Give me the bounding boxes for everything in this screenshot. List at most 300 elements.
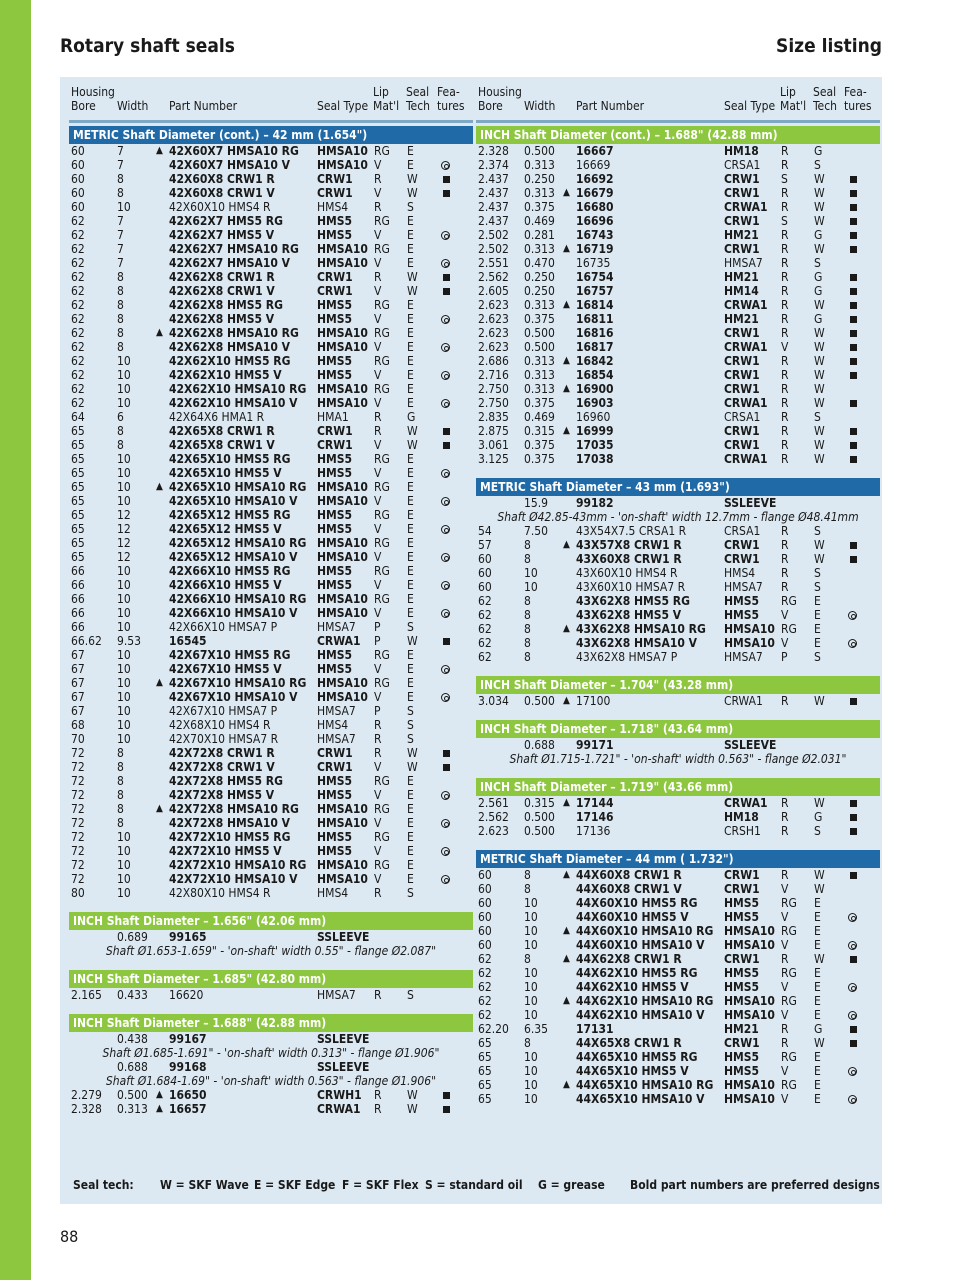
legend-bold-note: Bold part numbers are preferred designs	[630, 1178, 880, 1192]
table-row	[476, 952, 880, 966]
table-row	[476, 938, 880, 952]
seal-type-cell: HMSA10	[724, 1078, 775, 1092]
header-part-number: Part Number	[169, 99, 238, 113]
bore-cell: 65	[71, 536, 85, 550]
page-title: Rotary shaft seals	[60, 35, 235, 57]
bore-cell: 62	[71, 242, 85, 256]
bore-cell: 65	[71, 452, 85, 466]
part-number-cell: 44X65X10 HMS5 V	[576, 1064, 689, 1078]
table-row	[69, 452, 473, 466]
table-row	[476, 396, 880, 410]
lip-material-cell: RG	[781, 896, 797, 910]
bore-cell: 62	[71, 284, 85, 298]
seal-type-cell: CRSA1	[724, 410, 761, 424]
part-number-cell: 42X68X10 HMS4 R	[169, 718, 271, 732]
bore-cell: 62	[478, 650, 492, 664]
table-row	[69, 368, 473, 382]
table-row	[476, 966, 880, 980]
new-product-triangle-icon: ▲	[563, 299, 570, 310]
seal-tech-cell: W	[814, 382, 825, 396]
part-number-cell: 16814	[576, 298, 614, 312]
table-row	[476, 994, 880, 1008]
seal-tech-cell: W	[814, 214, 825, 228]
bore-cell: 60	[71, 158, 85, 172]
lip-material-cell: RG	[781, 924, 797, 938]
lip-material-cell: RG	[374, 298, 390, 312]
seal-tech-cell: E	[407, 298, 414, 312]
width-cell: 8	[524, 608, 531, 622]
seal-type-cell: CRW1	[724, 186, 760, 200]
part-number-cell: 17131	[576, 1022, 614, 1036]
lip-material-cell: V	[374, 438, 382, 452]
width-cell: 12	[117, 550, 131, 564]
table-row	[69, 228, 473, 242]
seal-tech-cell: W	[407, 1102, 418, 1116]
part-number-cell: 42X65X10 HMSA10 RG	[169, 480, 307, 494]
seal-tech-cell: E	[814, 1078, 821, 1092]
part-number-cell: 16680	[576, 200, 614, 214]
bore-cell: 2.686	[478, 354, 509, 368]
bore-cell: 60	[478, 938, 492, 952]
lip-material-cell: V	[374, 578, 382, 592]
seal-tech-cell: E	[407, 326, 414, 340]
section-gap	[476, 838, 880, 846]
section-heading: METRIC Shaft Diameter – 44 mm ( 1.732")	[476, 850, 880, 868]
width-cell: 10	[524, 1008, 538, 1022]
part-number-cell: 42X66X10 HMSA10 V	[169, 606, 298, 620]
header-seal: Seal	[813, 85, 837, 99]
lip-material-cell: V	[781, 882, 789, 896]
lip-material-cell: R	[374, 1102, 382, 1116]
bore-cell: 62	[71, 354, 85, 368]
lip-material-cell: V	[374, 550, 382, 564]
part-number-cell: 42X72X8 CRW1 R	[169, 746, 275, 760]
lip-material-cell: R	[781, 410, 789, 424]
sleeve-note: Shaft Ø42.85-43mm - 'on-shaft' width 12.7mm - flange Ø48.41mm	[497, 510, 859, 524]
seal-tech-cell: S	[407, 620, 414, 634]
width-cell: 7	[117, 144, 124, 158]
bore-cell: 2.437	[478, 186, 509, 200]
width-cell: 8	[117, 172, 124, 186]
legend-oil: S = standard oil	[425, 1178, 523, 1192]
bore-cell: 65	[478, 1036, 492, 1050]
seal-tech-cell: S	[814, 824, 821, 838]
width-cell: 0.375	[524, 312, 555, 326]
part-number-cell: 16696	[576, 214, 614, 228]
lip-material-cell: R	[781, 256, 789, 270]
seal-type-cell: HMS5	[317, 354, 353, 368]
table-row	[69, 634, 473, 648]
part-number-cell: 42X65X10 HMSA10 V	[169, 494, 298, 508]
seal-type-cell: CRWA1	[317, 634, 361, 648]
bore-cell: 62	[71, 326, 85, 340]
part-number-cell: 42X67X10 HMSA10 V	[169, 690, 298, 704]
width-cell: 0.500	[117, 1088, 148, 1102]
bore-cell: 60	[478, 882, 492, 896]
lip-material-cell: R	[374, 410, 382, 424]
lip-material-cell: V	[781, 636, 789, 650]
part-number-cell: 42X65X12 HMS5 RG	[169, 508, 291, 522]
width-cell: 7	[117, 242, 124, 256]
part-number-cell: 42X66X10 HMS5 RG	[169, 564, 291, 578]
table-row	[476, 552, 880, 566]
lip-material-cell: R	[781, 424, 789, 438]
table-row	[69, 354, 473, 368]
bore-cell: 3.061	[478, 438, 509, 452]
seal-tech-cell: E	[407, 354, 414, 368]
part-number-cell: 16960	[576, 410, 611, 424]
width-cell: 8	[524, 636, 531, 650]
width-cell: 0.688	[524, 738, 555, 752]
table-row	[476, 924, 880, 938]
seal-tech-cell: S	[407, 200, 414, 214]
bore-cell: 65	[71, 438, 85, 452]
seal-tech-cell: E	[407, 312, 414, 326]
table-row	[69, 746, 473, 760]
width-cell: 10	[117, 662, 131, 676]
table-row	[69, 662, 473, 676]
seal-tech-cell: E	[814, 924, 821, 938]
table-row	[476, 172, 880, 186]
bore-cell: 67	[71, 662, 85, 676]
lip-material-cell: R	[781, 326, 789, 340]
lip-material-cell: V	[374, 816, 382, 830]
lip-material-cell: V	[374, 844, 382, 858]
seal-type-cell: HMSA10	[724, 622, 775, 636]
bore-cell: 2.502	[478, 228, 509, 242]
lip-material-cell: RG	[374, 858, 390, 872]
seal-tech-cell: W	[814, 424, 825, 438]
seal-type-cell: HMSA10	[317, 144, 368, 158]
table-row	[69, 550, 473, 564]
left-column	[69, 77, 473, 1116]
seal-type-cell: HMS5	[724, 1050, 760, 1064]
width-cell: 10	[524, 1092, 538, 1106]
part-number-cell: 42X62X10 HMS5 RG	[169, 354, 291, 368]
part-number-cell: 99168	[169, 1060, 207, 1074]
seal-tech-cell: E	[407, 242, 414, 256]
bore-cell: 2.437	[478, 200, 509, 214]
width-cell: 8	[117, 298, 124, 312]
seal-type-cell: HMSA7	[724, 256, 763, 270]
table-row	[69, 676, 473, 690]
table-row	[476, 882, 880, 896]
lip-material-cell: R	[781, 270, 789, 284]
bore-cell: 66	[71, 620, 85, 634]
lip-material-cell: R	[374, 988, 382, 1002]
seal-tech-cell: S	[814, 410, 821, 424]
part-number-cell: 42X64X6 HMA1 R	[169, 410, 265, 424]
table-row	[476, 326, 880, 340]
width-cell: 8	[117, 760, 124, 774]
width-cell: 10	[117, 480, 131, 494]
width-cell: 0.313	[524, 158, 555, 172]
seal-tech-cell: W	[407, 760, 418, 774]
new-product-triangle-icon: ▲	[563, 243, 570, 254]
bore-cell: 62	[478, 980, 492, 994]
seal-type-cell: CRWA1	[724, 796, 768, 810]
width-cell: 0.438	[117, 1032, 148, 1046]
table-row	[476, 496, 880, 510]
seal-type-cell: HMSA10	[317, 396, 368, 410]
seal-tech-cell: E	[407, 382, 414, 396]
seal-tech-cell: G	[814, 1022, 823, 1036]
seal-type-cell: HM21	[724, 1022, 759, 1036]
lip-material-cell: S	[781, 214, 788, 228]
bore-cell: 2.562	[478, 270, 509, 284]
new-product-triangle-icon: ▲	[156, 803, 163, 814]
sleeve-note: Shaft Ø1.653-1.659" - 'on-shaft' width 0.55" - flange Ø2.087"	[105, 944, 437, 958]
seal-type-cell: CRW1	[724, 538, 760, 552]
seal-type-cell: CRWA1	[724, 452, 768, 466]
part-number-cell: 44X62X10 HMSA10 RG	[576, 994, 714, 1008]
seal-tech-cell: E	[407, 830, 414, 844]
bore-cell: 72	[71, 774, 85, 788]
seal-tech-cell: E	[407, 578, 414, 592]
table-row	[69, 284, 473, 298]
part-number-cell: 42X62X7 HMSA10 V	[169, 256, 291, 270]
table-row	[476, 242, 880, 256]
part-number-cell: 44X60X8 CRW1 V	[576, 882, 682, 896]
width-cell: 0.375	[524, 396, 555, 410]
lip-material-cell: RG	[374, 564, 390, 578]
seal-type-cell: CRW1	[724, 172, 760, 186]
bore-cell: 72	[71, 760, 85, 774]
part-number-cell: 16999	[576, 424, 614, 438]
bore-cell: 2.605	[478, 284, 509, 298]
seal-type-cell: CRW1	[317, 270, 353, 284]
table-row	[69, 424, 473, 438]
part-number-cell: 16620	[169, 988, 204, 1002]
seal-type-cell: HMS5	[317, 564, 353, 578]
new-product-triangle-icon: ▲	[156, 677, 163, 688]
section-heading: INCH Shaft Diameter – 1.704" (43.28 mm)	[476, 676, 880, 694]
seal-tech-cell: G	[814, 312, 823, 326]
seal-tech-cell: W	[814, 200, 825, 214]
table-row	[69, 886, 473, 900]
width-cell: 10	[117, 578, 131, 592]
seal-tech-cell: E	[407, 368, 414, 382]
width-cell: 0.500	[524, 326, 555, 340]
seal-type-cell: HMSA10	[724, 994, 775, 1008]
width-cell: 10	[117, 200, 131, 214]
table-row	[476, 594, 880, 608]
part-number-cell: 42X65X12 HMSA10 RG	[169, 536, 307, 550]
part-number-cell: 16816	[576, 326, 614, 340]
seal-type-cell: HMSA10	[317, 872, 368, 886]
bore-cell: 68	[71, 718, 85, 732]
width-cell: 8	[524, 622, 531, 636]
width-cell: 15.9	[524, 496, 549, 510]
table-row	[69, 396, 473, 410]
width-cell: 10	[524, 566, 538, 580]
header-lip: Lip	[780, 85, 796, 99]
lip-material-cell: V	[374, 228, 382, 242]
new-product-triangle-icon: ▲	[563, 425, 570, 436]
part-number-cell: 42X65X8 CRW1 R	[169, 424, 275, 438]
part-number-cell: 16757	[576, 284, 614, 298]
seal-type-cell: CRW1	[724, 424, 760, 438]
part-number-cell: 42X66X10 HMS5 V	[169, 578, 282, 592]
width-cell: 10	[117, 830, 131, 844]
lip-material-cell: R	[781, 824, 789, 838]
seal-type-cell: HMSA10	[724, 924, 775, 938]
seal-tech-cell: E	[814, 966, 821, 980]
bore-cell: 70	[71, 732, 85, 746]
part-number-cell: 42X67X10 HMSA7 P	[169, 704, 278, 718]
table-row	[476, 738, 880, 752]
table-row	[476, 608, 880, 622]
table-row	[476, 622, 880, 636]
part-number-cell: 44X62X8 CRW1 R	[576, 952, 682, 966]
table-row	[69, 606, 473, 620]
width-cell: 0.313	[524, 382, 555, 396]
width-cell: 10	[117, 872, 131, 886]
seal-tech-cell: E	[407, 228, 414, 242]
seal-type-cell: HMS5	[317, 844, 353, 858]
seal-tech-cell: E	[407, 494, 414, 508]
seal-type-cell: CRW1	[724, 438, 760, 452]
lip-material-cell: R	[781, 868, 789, 882]
part-number-cell: 16854	[576, 368, 614, 382]
lip-material-cell: R	[781, 552, 789, 566]
table-row	[476, 896, 880, 910]
width-cell: 10	[117, 382, 131, 396]
bore-cell: 60	[478, 924, 492, 938]
part-number-cell: 99165	[169, 930, 207, 944]
bore-cell: 62	[478, 636, 492, 650]
lip-material-cell: S	[781, 172, 788, 186]
width-cell: 10	[117, 886, 131, 900]
seal-tech-cell: E	[407, 144, 414, 158]
seal-type-cell: HMSA10	[317, 592, 368, 606]
width-cell: 10	[524, 896, 538, 910]
seal-tech-cell: W	[407, 746, 418, 760]
seal-tech-cell: W	[814, 172, 825, 186]
width-cell: 10	[117, 494, 131, 508]
part-number-cell: 16743	[576, 228, 614, 242]
table-row	[69, 382, 473, 396]
width-cell: 8	[524, 538, 531, 552]
table-row	[476, 1078, 880, 1092]
width-cell: 10	[524, 938, 538, 952]
bore-cell: 60	[478, 580, 492, 594]
bore-cell: 62	[478, 608, 492, 622]
width-cell: 0.315	[524, 796, 555, 810]
header-bore: Bore	[71, 99, 96, 113]
seal-tech-cell: W	[814, 882, 825, 896]
table-row	[476, 298, 880, 312]
lip-material-cell: RG	[781, 622, 797, 636]
seal-tech-cell: E	[407, 550, 414, 564]
bore-cell: 62	[478, 994, 492, 1008]
part-number-cell: 42X62X8 HMS5 V	[169, 312, 275, 326]
width-cell: 10	[524, 994, 538, 1008]
bore-cell: 67	[71, 704, 85, 718]
seal-tech-cell: W	[814, 868, 825, 882]
width-cell: 8	[117, 816, 124, 830]
seal-type-cell: HM18	[724, 144, 759, 158]
table-row	[69, 788, 473, 802]
seal-tech-cell: E	[407, 858, 414, 872]
table-row	[69, 704, 473, 718]
table-row	[69, 732, 473, 746]
width-cell: 8	[117, 788, 124, 802]
lip-material-cell: V	[374, 340, 382, 354]
seal-type-cell: SSLEEVE	[317, 1060, 370, 1074]
width-cell: 6	[117, 410, 124, 424]
part-number-cell: 42X62X8 HMS5 RG	[169, 298, 283, 312]
part-number-cell: 16667	[576, 144, 614, 158]
bore-cell: 62	[478, 1008, 492, 1022]
width-cell: 0.313	[524, 242, 555, 256]
bore-cell: 3.034	[478, 694, 509, 708]
seal-type-cell: CRW1	[724, 242, 760, 256]
seal-type-cell: HMS5	[317, 788, 353, 802]
seal-type-cell: CRSA1	[724, 158, 761, 172]
bore-cell: 66	[71, 578, 85, 592]
header-seal-type: Seal Type	[317, 99, 369, 113]
seal-tech-cell: W	[814, 796, 825, 810]
lip-material-cell: R	[781, 438, 789, 452]
lip-material-cell: V	[781, 1092, 789, 1106]
width-cell: 0.500	[524, 340, 555, 354]
seal-type-cell: HMS5	[317, 662, 353, 676]
seal-tech-cell: E	[407, 522, 414, 536]
table-row	[476, 538, 880, 552]
part-number-cell: 42X62X8 CRW1 V	[169, 284, 275, 298]
part-number-cell: 42X67X10 HMS5 V	[169, 662, 282, 676]
header-seal: Seal	[406, 85, 430, 99]
lip-material-cell: V	[781, 938, 789, 952]
page-number: 88	[60, 1227, 79, 1246]
seal-tech-cell: E	[407, 844, 414, 858]
seal-tech-cell: E	[814, 910, 821, 924]
bore-cell: 2.623	[478, 340, 509, 354]
section-heading: INCH Shaft Diameter – 1.688" (42.88 mm)	[69, 1014, 473, 1032]
header-material: Mat'l	[780, 99, 807, 113]
lip-material-cell: R	[781, 354, 789, 368]
part-number-cell: 42X72X8 CRW1 V	[169, 760, 275, 774]
seal-type-cell: HMS5	[724, 594, 760, 608]
seal-tech-cell: S	[814, 580, 821, 594]
seal-type-cell: SSLEEVE	[317, 1032, 370, 1046]
table-row	[69, 1102, 473, 1116]
seal-type-cell: HMS5	[317, 522, 353, 536]
lip-material-cell: R	[781, 524, 789, 538]
lip-material-cell: RG	[781, 966, 797, 980]
width-cell: 0.375	[524, 438, 555, 452]
bore-cell: 57	[478, 538, 492, 552]
part-number-cell: 43X62X8 HMSA10 V	[576, 636, 698, 650]
width-cell: 0.500	[524, 824, 555, 838]
table-row	[476, 1036, 880, 1050]
seal-tech-cell: E	[814, 994, 821, 1008]
header-width: Width	[117, 99, 149, 113]
table-row	[69, 564, 473, 578]
part-number-cell: 99171	[576, 738, 614, 752]
table-row	[69, 536, 473, 550]
table-row	[69, 930, 473, 944]
seal-type-cell: HMS5	[724, 608, 760, 622]
header-divider	[476, 120, 880, 123]
width-cell: 0.688	[117, 1060, 148, 1074]
bore-cell: 64	[71, 410, 85, 424]
width-cell: 10	[117, 466, 131, 480]
lip-material-cell: R	[781, 538, 789, 552]
part-number-cell: 43X62X8 HMSA7 P	[576, 650, 678, 664]
section-gap	[476, 708, 880, 716]
